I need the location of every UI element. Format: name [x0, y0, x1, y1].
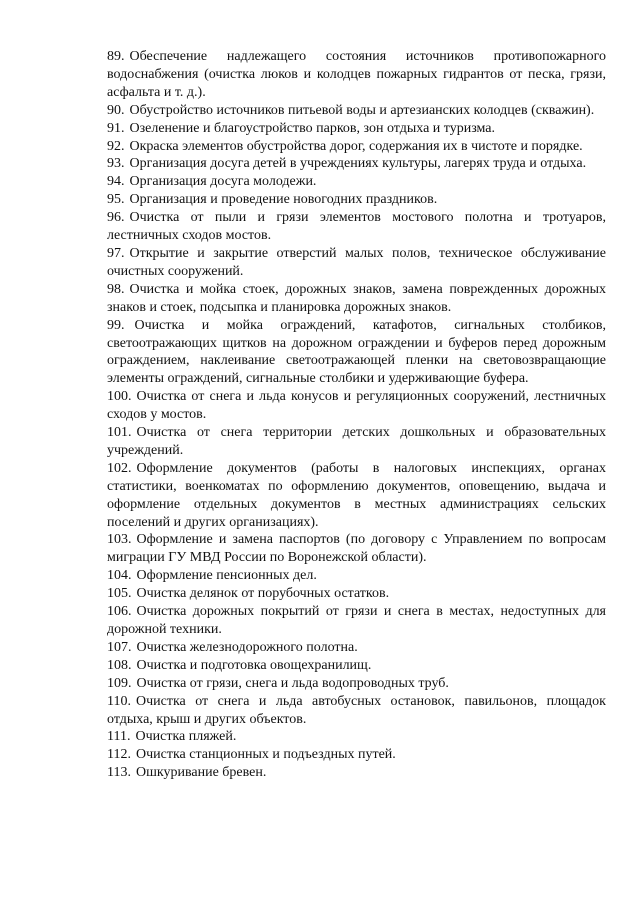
list-item — [107, 639, 606, 657]
list-item — [107, 764, 606, 782]
item-text: Очистка и мойка ограждений, катафотов, сигнальных столбиков, светоотражающих щитков на дорожном ограждении и буферов перед дорожным ограждением, наклеивание светоотражающей пленки на световозвращающие элементы ограждений, сигнальные столбики и удерживающие буфера. — [107, 317, 606, 387]
item-number: 93. — [107, 156, 125, 172]
item-text: Организация досуга детей в учреждениях культуры, лагерях труда и отдыха. — [129, 156, 587, 172]
list-item — [107, 388, 606, 424]
item-text: Очистка железнодорожного полотна. — [136, 639, 358, 655]
item-number: 110. — [107, 693, 131, 709]
list-item — [107, 746, 606, 764]
item-number: 111. — [107, 729, 131, 745]
item-number: 96. — [107, 210, 125, 226]
list-item — [107, 120, 606, 138]
item-number: 100. — [107, 389, 132, 405]
item-number: 104. — [107, 568, 132, 584]
list-item — [107, 281, 606, 317]
item-text: Очистка и мойка стоек, дорожных знаков, замена поврежденных дорожных знаков и стоек, подсыпка и планировка дорожных знаков. — [107, 281, 606, 315]
item-text: Очистка от снега и льда конусов и регуляционных сооружений, лестничных сходов у мостов. — [107, 389, 606, 423]
item-text: Оформление пенсионных дел. — [136, 568, 317, 584]
item-text: Оформление документов (работы в налоговых инспекциях, органах статистики, военкоматах по оформлению документов, оповещению, выдача и оформление отдельных документов в местных администрациях сельских поселений и других организациях). — [107, 460, 606, 530]
list-item — [107, 675, 606, 693]
list-item — [107, 728, 606, 746]
item-number: 112. — [107, 747, 131, 763]
item-number: 99. — [107, 317, 125, 333]
list-item — [107, 48, 606, 102]
item-number: 106. — [107, 604, 132, 620]
list-item — [107, 424, 606, 460]
item-text: Очистка от снега территории детских дошкольных и образовательных учреждений. — [107, 425, 606, 458]
list-item — [107, 460, 606, 532]
item-text: Озеленение и благоустройство парков, зон отдыха и туризма. — [129, 120, 496, 136]
list-item — [107, 173, 606, 191]
item-text: Очистка и подготовка овощехранилищ. — [136, 657, 372, 673]
list-item — [107, 317, 606, 389]
item-number: 91. — [107, 120, 125, 136]
item-number: 105. — [107, 586, 132, 602]
item-number: 92. — [107, 138, 125, 154]
item-number: 102. — [107, 460, 132, 476]
list-item — [107, 209, 606, 245]
item-number: 94. — [107, 174, 125, 190]
list-item — [107, 567, 606, 585]
item-text: Оформление и замена паспортов (по договору с Управлением по вопросам миграции ГУ МВД России по Воронежской области). — [107, 532, 606, 566]
item-text: Очистка станционных и подъездных путей. — [135, 747, 396, 763]
item-number: 103. — [107, 532, 132, 548]
item-number: 113. — [107, 765, 131, 781]
list-item — [107, 191, 606, 209]
item-text: Окраска элементов обустройства дорог, содержания их в чистоте и порядке. — [129, 138, 583, 154]
list-item — [107, 531, 606, 567]
item-text: Обеспечение надлежащего состояния источников противопожарного водоснабжения (очистка люков и колодцев пожарных гидрантов от песка, грязи, асфальта и т. д.). — [107, 49, 606, 100]
item-text: Обустройство источников питьевой воды и артезианских колодцев (скважин). — [129, 102, 595, 118]
item-number: 101. — [107, 425, 132, 441]
item-text: Организация и проведение новогодних праздников. — [129, 192, 438, 208]
item-number: 90. — [107, 102, 125, 118]
item-number: 98. — [107, 281, 125, 297]
list-item — [107, 657, 606, 675]
list-item — [107, 138, 606, 156]
item-text: Очистка от снега и льда автобусных остановок, павильонов, площадок отдыха, крыш и других объектов. — [107, 693, 606, 727]
item-text: Очистка дорожных покрытий от грязи и снега в местах, недоступных для дорожной техники. — [107, 604, 606, 637]
list-item — [107, 102, 606, 120]
item-text: Ошкуривание бревен. — [135, 765, 267, 781]
item-text: Очистка от грязи, снега и льда водопроводных труб. — [136, 675, 449, 691]
item-text: Организация досуга молодежи. — [129, 174, 317, 190]
item-number: 95. — [107, 192, 125, 208]
item-number: 89. — [107, 49, 125, 64]
item-number: 108. — [107, 657, 132, 673]
item-text: Очистка пляжей. — [135, 729, 237, 745]
item-text: Очистка от пыли и грязи элементов мостового полотна и тротуаров, лестничных сходов мостов. — [107, 210, 606, 244]
item-number: 109. — [107, 675, 132, 691]
item-number: 107. — [107, 639, 132, 655]
item-text: Открытие и закрытие отверстий малых полов, техническое обслуживание очистных сооружений. — [107, 245, 606, 279]
list-item — [107, 585, 606, 603]
item-number: 97. — [107, 245, 125, 261]
item-text: Очистка делянок от порубочных остатков. — [136, 586, 390, 602]
list-item — [107, 603, 606, 639]
list-item — [107, 155, 606, 173]
list-item — [107, 245, 606, 281]
list-item — [107, 693, 606, 729]
